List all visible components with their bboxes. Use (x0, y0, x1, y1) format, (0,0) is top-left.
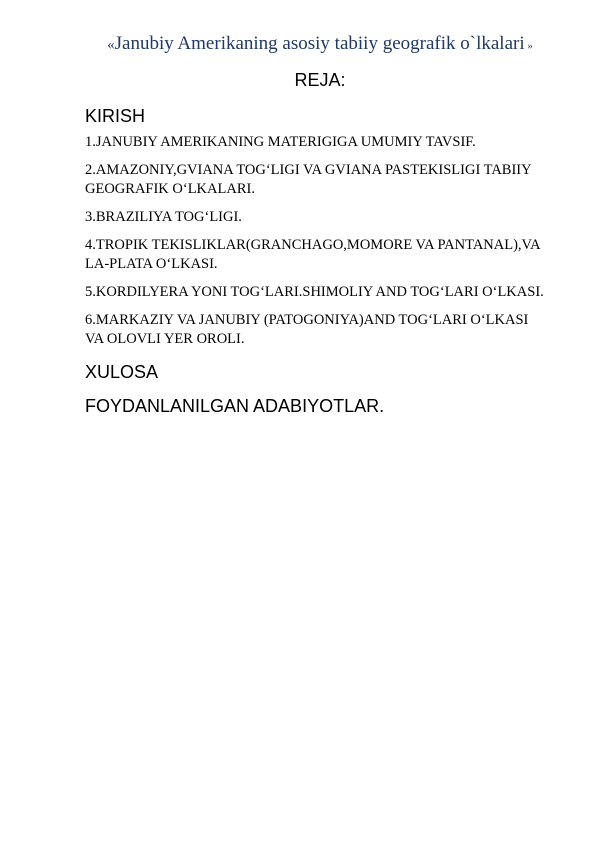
conclusion-heading: XULOSA (85, 362, 159, 382)
intro-heading: KIRISH (85, 106, 146, 126)
plan-item-6: 6.MARKAZIY VA JANUBIY (PATOGONIYA)AND TOG‘LARI O‘LKASI VA OLOVLI YER OROLI. (85, 312, 529, 347)
plan-heading: REJA: (294, 70, 346, 90)
plan-item-5: 5.KORDILYERA YONI TOG‘LARI.SHIMOLIY AND TOG‘LARI O‘LKASI. (85, 284, 544, 300)
plan-item-4: 4.TROPIK TEKISLIKLAR(GRANCHAGO,MOMORE VA PANTANAL),VA LA-PLATA O‘LKASI. (85, 237, 540, 272)
plan-item-2: 2.AMAZONIY,GVIANA TOG‘LIGI VA GVIANA PASTEKISLIGI TABIIY GEOGRAFIK O‘LKALARI. (85, 162, 532, 197)
plan-item-3: 3.BRAZILIYA TOG‘LIGI. (85, 209, 242, 225)
title-open-quote: « (107, 37, 115, 53)
references-heading: FOYDANLANILGAN ADABIYOTLAR. (85, 396, 385, 416)
plan-content (85, 105, 545, 417)
title-text: Janubiy Amerikaning asosiy tabiiy geografik o`lkalari (114, 33, 525, 54)
document-title (60, 33, 580, 55)
title-close-quote: » (524, 40, 533, 52)
plan-item-1: 1.JANUBIY AMERIKANING MATERIGIGA UMUMIY TAVSIF. (85, 134, 476, 150)
